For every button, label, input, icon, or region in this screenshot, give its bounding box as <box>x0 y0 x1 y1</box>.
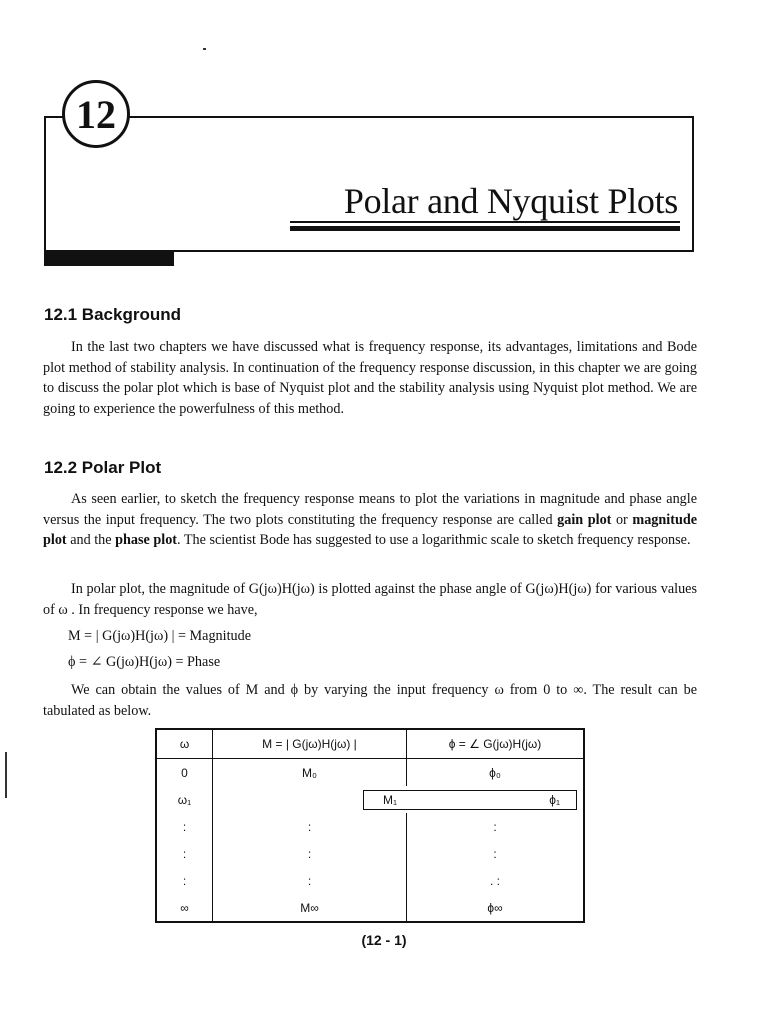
term-phase-plot: phase plot <box>115 532 178 548</box>
term-gain-plot: gain plot <box>557 511 612 528</box>
frequency-table <box>155 728 585 923</box>
chapter-title: Polar and Nyquist Plots <box>343 181 678 221</box>
section-heading-polar-plot: 12.2 Polar Plot <box>44 458 162 477</box>
cell-phase: ϕ∞ <box>406 894 584 922</box>
p1-text-and: and the <box>66 532 116 548</box>
cell-magnitude: M₀ <box>213 759 407 787</box>
table-row <box>156 894 584 922</box>
page-number: (12 - 1) <box>361 932 407 948</box>
cell-magnitude: : <box>213 813 407 840</box>
p1-text-or: or <box>611 511 633 528</box>
equation-phase: ϕ = ∠ G(jω)H(jω) = Phase <box>68 654 221 670</box>
cell-phase: : <box>406 813 584 840</box>
title-rule-thin <box>290 221 680 223</box>
background-paragraph: In the last two chapters we have discussed what is frequency response, its advantages, limitations and Bode plot method of stability analysis. In continuation of the frequency response discussion, in this chapter we are going to discuss the polar plot which is base of Nyquist plot and the stability analysis using Nyquist plot method. We are going to experience the powerfulness of this method. <box>43 339 697 417</box>
cell-magnitude: : <box>213 840 407 867</box>
table-row <box>156 786 584 813</box>
cell-omega: : <box>156 813 213 840</box>
chapter-number: 12 <box>62 80 130 148</box>
scan-speck <box>203 48 206 50</box>
header-omega: ω <box>156 729 213 759</box>
cell-phase: ϕ₀ <box>406 759 584 787</box>
chapter-banner-bar <box>44 252 174 266</box>
boxed-highlight <box>363 790 577 810</box>
title-rule-thick <box>290 226 680 231</box>
table-row <box>156 759 584 787</box>
cell-omega: 0 <box>156 759 213 787</box>
cell-omega: ω₁ <box>156 786 213 813</box>
p1-text-b: . The scientist Bode has suggested to use a logarithmic scale to sketch frequency response. <box>177 532 691 548</box>
table-header-row <box>156 729 584 759</box>
table-row <box>156 813 584 840</box>
boxed-row <box>213 786 585 813</box>
polar-plot-paragraph-2: In polar plot, the magnitude of G(jω)H(jω) is plotted against the phase angle of G(jω)H(jω) for various values of ω . In frequency response we have, <box>43 581 697 618</box>
cell-omega: ∞ <box>156 894 213 922</box>
table-row <box>156 840 584 867</box>
cell-magnitude: M₁ <box>382 792 398 807</box>
cell-phase: . : <box>406 867 584 894</box>
cell-omega: : <box>156 840 213 867</box>
section-heading-background: 12.1 Background <box>44 305 181 324</box>
cell-magnitude: M∞ <box>213 894 407 922</box>
cell-omega: : <box>156 867 213 894</box>
cell-phase: : <box>406 840 584 867</box>
p1-text-a: As seen earlier, to sketch the frequency response means to plot the variations in magnitude and phase angle versus the input frequency. The two plots constituting the frequency response are called <box>43 491 697 528</box>
polar-plot-paragraph-3: We can obtain the values of M and ϕ by varying the input frequency ω from 0 to ∞. The result can be tabulated as below. <box>43 682 697 719</box>
header-magnitude: M = | G(jω)H(jω) | <box>213 729 407 759</box>
margin-mark <box>5 752 7 798</box>
table-row <box>156 867 584 894</box>
equation-magnitude: M = | G(jω)H(jω) | = Magnitude <box>68 628 251 644</box>
cell-magnitude: : <box>213 867 407 894</box>
polar-plot-paragraph-1 <box>43 489 697 551</box>
cell-phase: ϕ₁ <box>549 792 560 807</box>
header-phase: ϕ = ∠ G(jω)H(jω) <box>406 729 584 759</box>
term-magnitude-plot: magnitude plot <box>43 511 698 548</box>
